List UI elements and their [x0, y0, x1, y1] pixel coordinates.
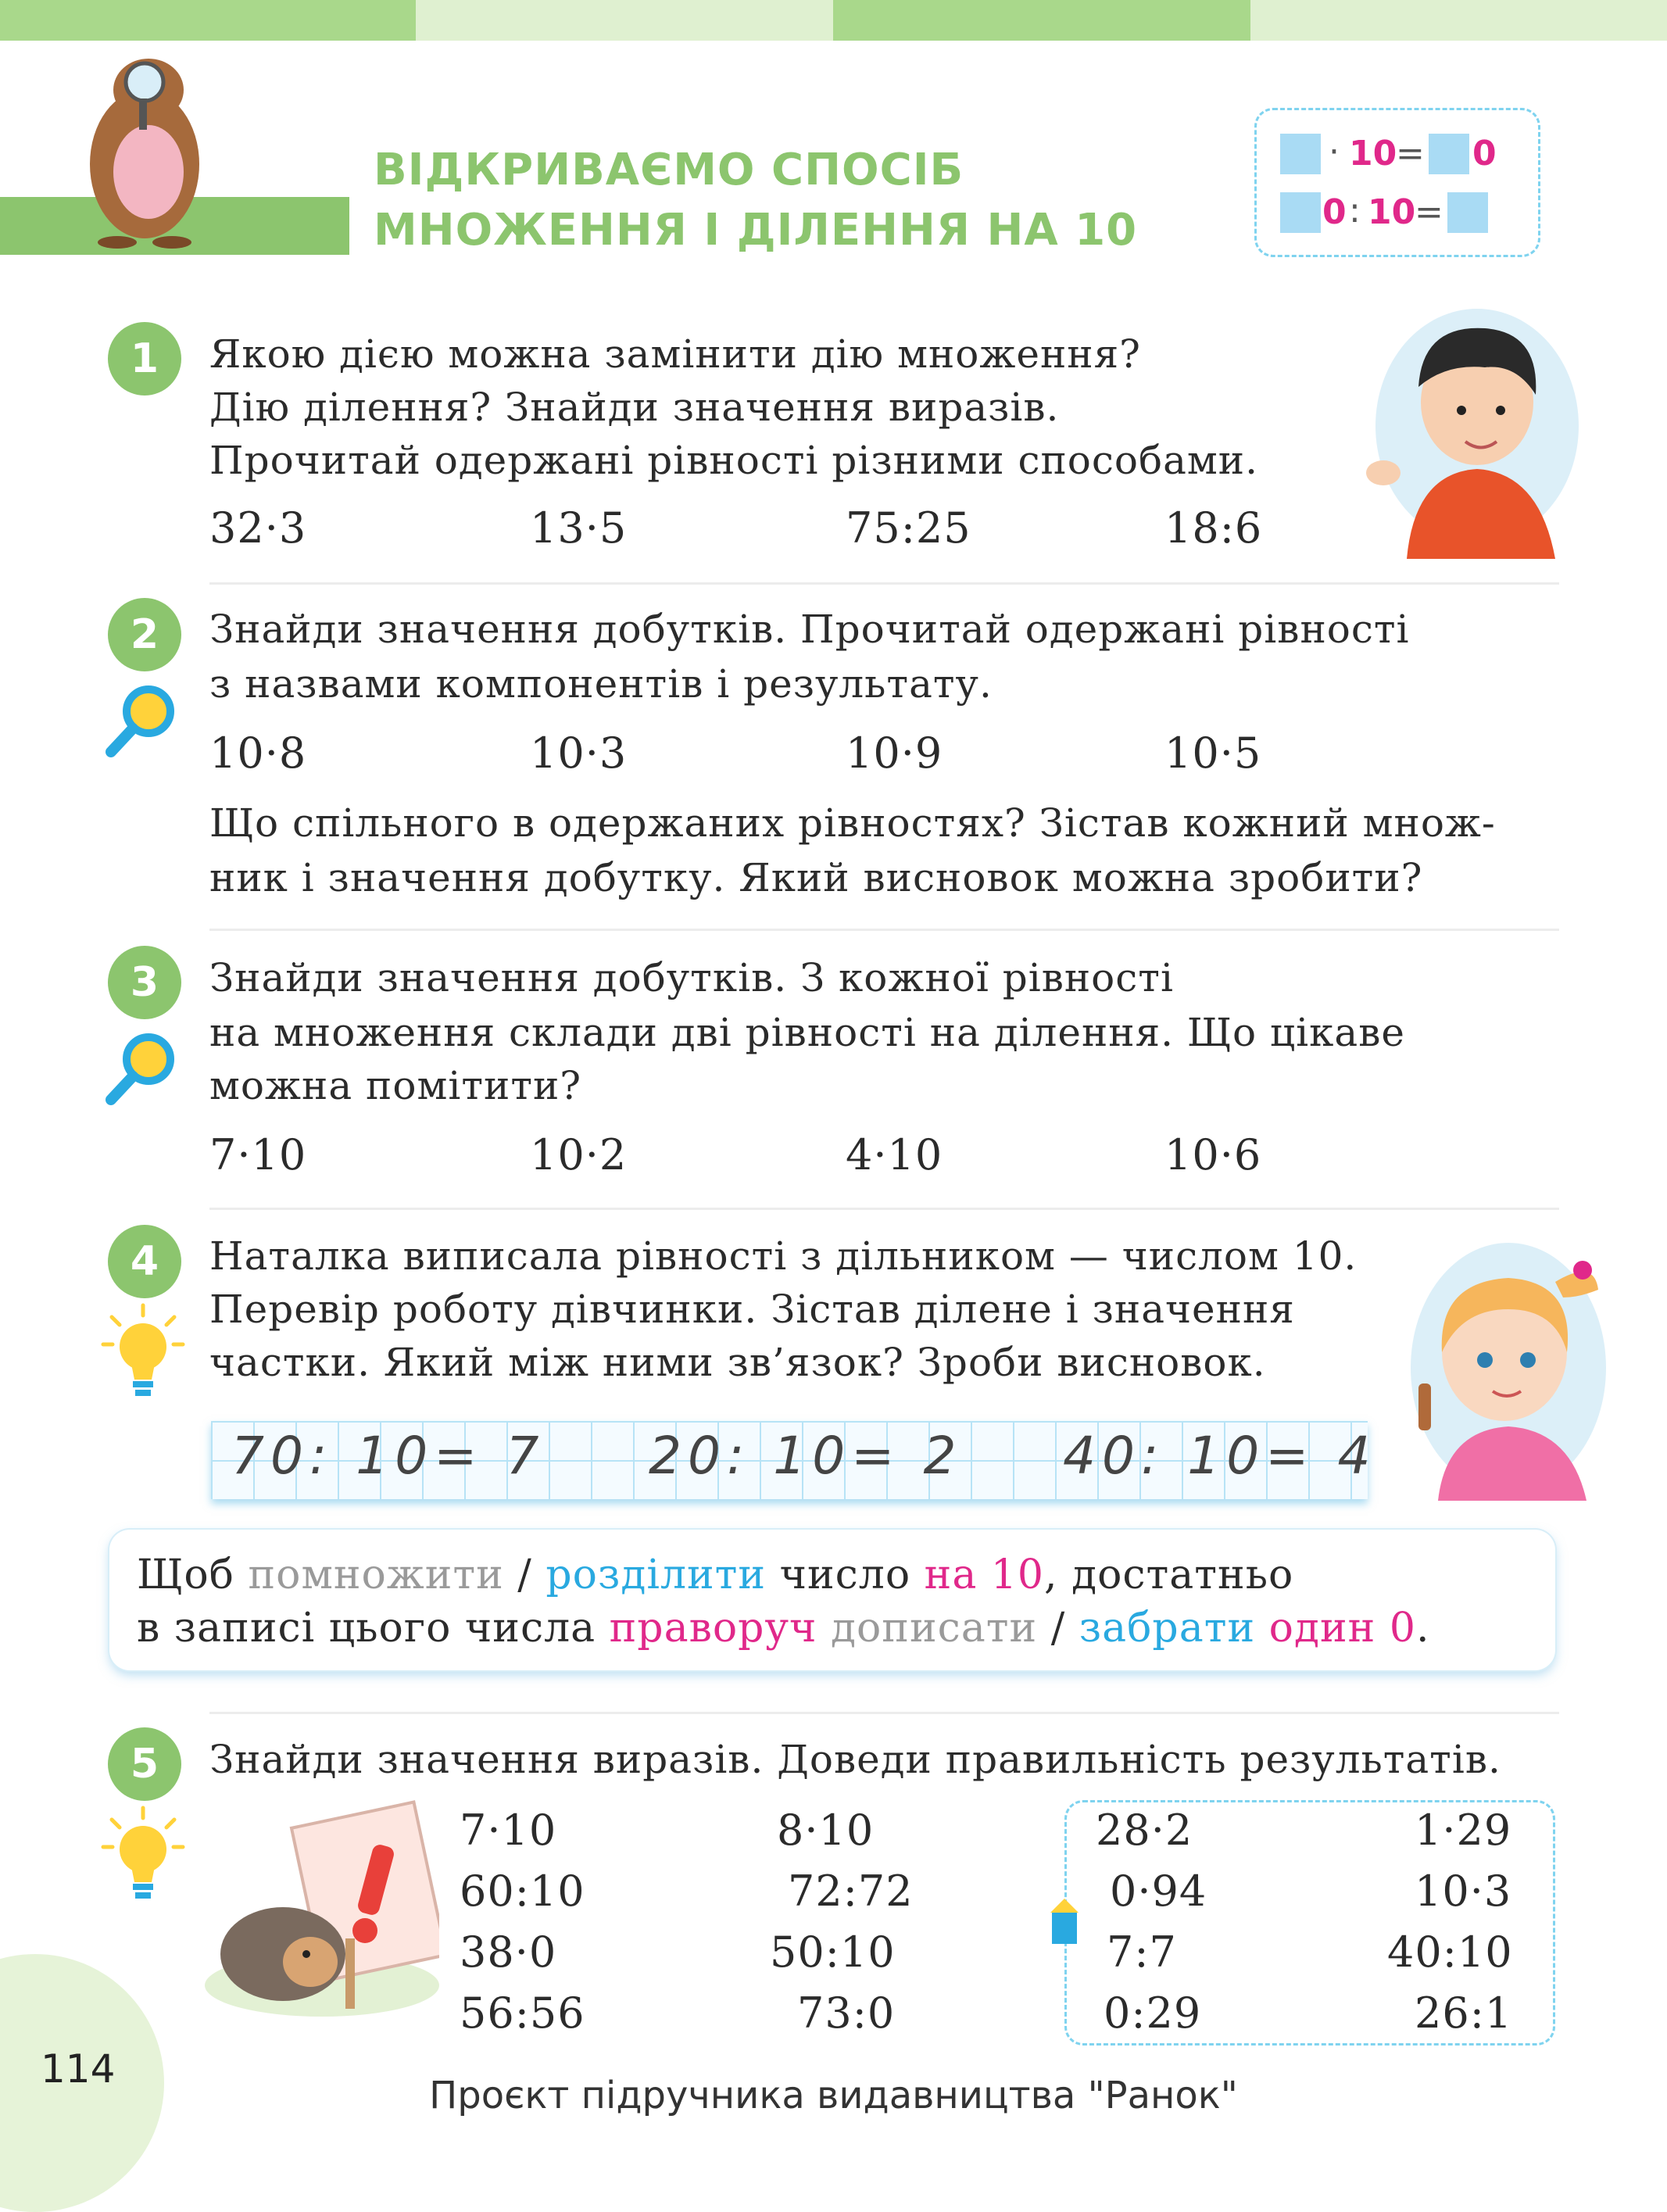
rule-dot: .: [1415, 1605, 1430, 1652]
rule-ten: 10: [1349, 134, 1397, 174]
rule-text: , достатньо: [1044, 1552, 1294, 1598]
task5-expr: 38·0: [460, 1927, 557, 1977]
task5-expr: 7:7: [1107, 1927, 1177, 1977]
task5-expr: 26:1: [1415, 1988, 1513, 2038]
rule-append: дописати: [830, 1605, 1038, 1652]
house-marker-icon: [1049, 1895, 1080, 1950]
task3-expr: 4·10: [846, 1130, 943, 1179]
rule-eq: =: [1415, 192, 1443, 232]
task2-expr: 10·9: [846, 728, 943, 778]
task-number-4: 4: [108, 1225, 181, 1298]
rule-text: в записі цього числа: [137, 1605, 610, 1652]
lightbulb-icon: [100, 1804, 186, 1906]
handwritten-equation: 70: 10= 7: [231, 1426, 546, 1486]
rule-one-zero: один 0: [1268, 1605, 1416, 1652]
rule-zero: 0: [1472, 134, 1497, 174]
lightbulb-icon: [100, 1301, 186, 1403]
rule-text: число: [766, 1552, 925, 1598]
task5-line1: Знайди значення виразів. Доведи правильність результатів.: [209, 1737, 1501, 1782]
task5-expr: 60:10: [460, 1867, 585, 1916]
section-divider: [209, 1712, 1559, 1714]
task-number-3: 3: [108, 946, 181, 1019]
rule-text: Щоб: [137, 1552, 249, 1598]
top-stripe-3: [833, 0, 1250, 41]
task5-expr: 1·29: [1415, 1806, 1512, 1855]
handwritten-equation: 40: 10= 4: [1063, 1426, 1377, 1486]
task5-expr: 10·3: [1415, 1867, 1512, 1916]
task5-expr: 73:0: [797, 1988, 896, 2038]
rule-hint-box: [1254, 108, 1540, 257]
task1-expr: 13·5: [530, 503, 628, 553]
page-title-line1: ВІДКРИВАЄМО СПОСІБ: [374, 145, 964, 195]
rule-ten: 10: [1368, 192, 1416, 232]
task-number-5: 5: [108, 1727, 181, 1801]
page-number: 114: [41, 2046, 116, 2092]
top-stripe-1: [0, 0, 416, 41]
task2-expr: 10·8: [209, 728, 307, 778]
footer-text: Проєкт підручника видавництва "Ранок": [429, 2074, 1238, 2117]
task2-after-line1: Що спільного в одержаних рівностях? Зістав кожний множ-: [209, 800, 1496, 846]
task4-line2: Перевір роботу дівчинки. Зістав ділене і значення: [209, 1287, 1295, 1332]
rule-eq: =: [1396, 134, 1425, 174]
top-stripe-2: [416, 0, 833, 41]
task5-expr: 56:56: [460, 1988, 585, 2038]
task1-expr: 75:25: [846, 503, 971, 553]
task4-line1: Наталка виписала рівності з дільником — числом 10.: [209, 1233, 1358, 1279]
task5-expr: 7·10: [460, 1806, 557, 1855]
blank-square: [1429, 134, 1469, 174]
task5-expr: 8·10: [777, 1806, 875, 1855]
rule-by-ten: на 10: [924, 1552, 1045, 1598]
handwritten-equation: 20: 10= 2: [649, 1426, 963, 1486]
rule-space: [1255, 1605, 1269, 1652]
task3-expr: 10·2: [530, 1130, 628, 1179]
task3-line3: можна помітити?: [209, 1063, 582, 1108]
top-stripe-4: [1250, 0, 1667, 41]
rule-space: [817, 1605, 831, 1652]
task1-line1: Якою дією можна замінити дію множення?: [209, 331, 1141, 377]
task5-expr: 50:10: [770, 1927, 896, 1977]
task2-line2: з назвами компонентів і результату.: [209, 661, 993, 707]
task3-line1: Знайди значення добутків. З кожної рівності: [209, 955, 1174, 1000]
rule-right: праворуч: [609, 1605, 817, 1652]
task-number-2: 2: [108, 598, 181, 671]
rule-op: ·: [1329, 132, 1340, 172]
rule-slash: /: [1037, 1605, 1079, 1652]
blank-square: [1447, 192, 1488, 233]
task5-expr: 0:29: [1104, 1988, 1202, 2038]
rule-divide: розділити: [546, 1552, 767, 1598]
section-divider: [209, 582, 1559, 585]
magnifier-icon: [103, 680, 181, 758]
task1-expr: 18:6: [1164, 503, 1263, 553]
task1-line3: Прочитай одержані рівності різними способами.: [209, 438, 1258, 483]
rule-remove: забрати: [1079, 1605, 1256, 1652]
rule-multiply: помножити: [248, 1552, 504, 1598]
task3-line2: на множення склади дві рівності на ділення. Що цікаве: [209, 1010, 1405, 1055]
task2-expr: 10·5: [1164, 728, 1262, 778]
task1-line2: Дію ділення? Знайди значення виразів.: [209, 385, 1060, 430]
page-title-line2: МНОЖЕННЯ І ДІЛЕННЯ НА 10: [374, 205, 1138, 256]
task4-line3: частки. Який між ними зв’язок? Зроби висновок.: [209, 1340, 1266, 1385]
task5-expr: 28·2: [1096, 1806, 1193, 1855]
blank-square: [1280, 192, 1321, 233]
hedgehog-illustration: [205, 1798, 439, 2017]
capybara-mascot: [70, 47, 219, 250]
blank-square: [1280, 134, 1321, 174]
section-divider: [209, 1208, 1559, 1210]
rule-line1: [137, 1552, 1293, 1598]
boy-illustration: [1360, 301, 1587, 559]
magnifier-icon: [103, 1028, 181, 1106]
rule-zero: 0: [1322, 192, 1347, 232]
task3-expr: 10·6: [1164, 1130, 1262, 1179]
section-divider: [209, 929, 1559, 931]
task2-after-line2: ник і значення добутку. Який висновок можна зробити?: [209, 855, 1423, 900]
rule-line2: [137, 1605, 1429, 1652]
task2-expr: 10·3: [530, 728, 628, 778]
girl-illustration: [1399, 1235, 1618, 1501]
task1-expr: 32·3: [209, 503, 307, 553]
task-number-1: 1: [108, 322, 181, 396]
rule-slash: /: [503, 1552, 546, 1598]
task3-expr: 7·10: [209, 1130, 307, 1179]
task5-expr: 0·94: [1110, 1867, 1207, 1916]
rule-op: :: [1349, 191, 1361, 231]
task5-expr: 72:72: [788, 1867, 914, 1916]
task5-expr: 40:10: [1387, 1927, 1513, 1977]
task2-line1: Знайди значення добутків. Прочитай одержані рівності: [209, 607, 1410, 652]
